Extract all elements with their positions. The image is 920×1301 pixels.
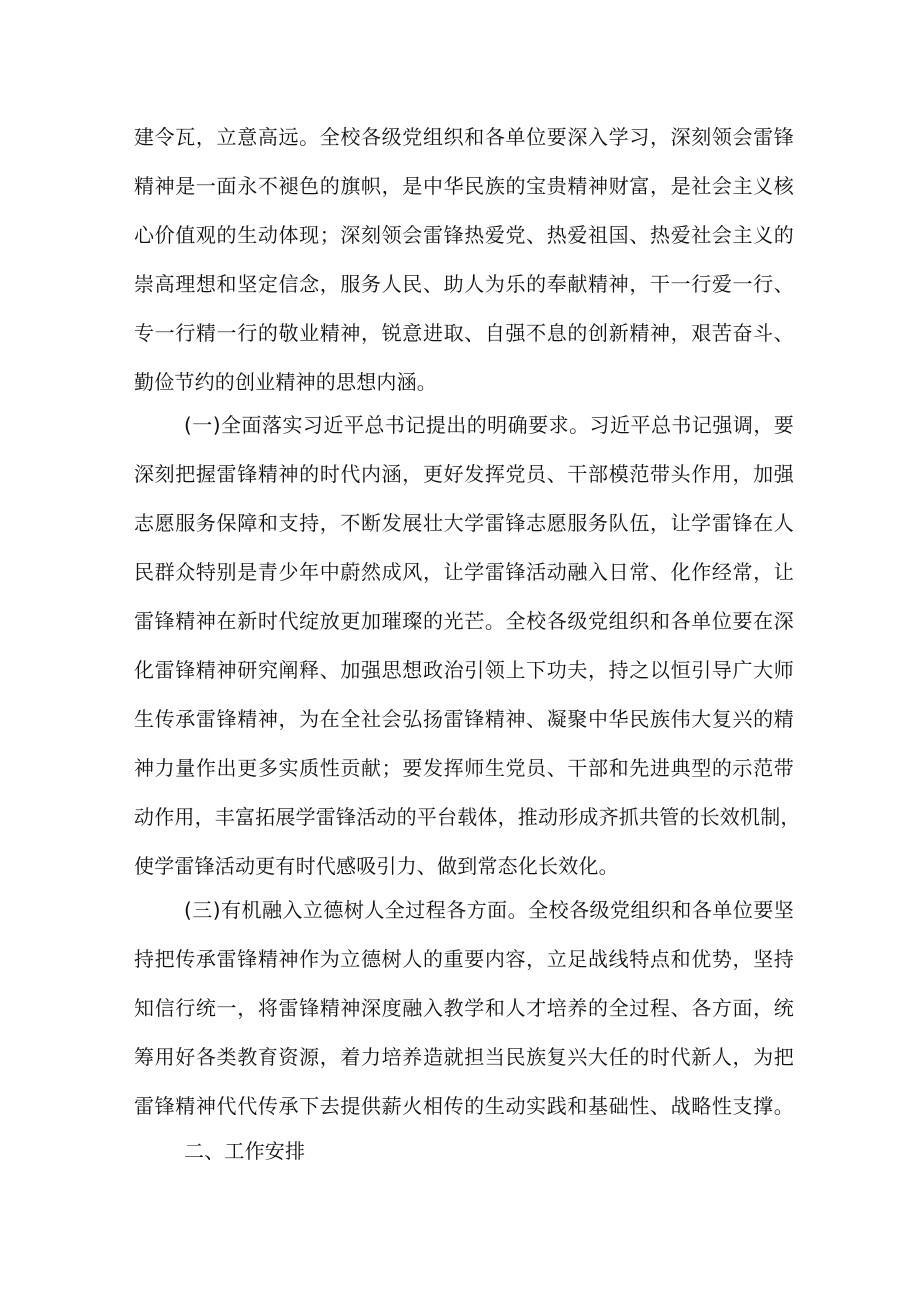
text-line: 专一行精一行的敬业精神，锐意进取、自强不息的创新精神，艰苦奋斗、 [134, 321, 794, 345]
text-line: 勤俭节约的创业精神的思想内涵。 [134, 370, 437, 394]
text-line: 知信行统一，将雷锋精神深度融入教学和人才培养的全过程、各方面，统 [134, 996, 794, 1020]
text-line: 精神是一面永不褪色的旗帜，是中华民族的宝贵精神财富，是社会主义核 [134, 174, 794, 198]
text-line: 使学雷锋活动更有时代感吸引力、做到常态化长效化。 [134, 854, 619, 878]
text-line: 心价值观的生动体现；深刻领会雷锋热爱党、热爱祖国、热爱社会主义的 [134, 223, 794, 247]
text-line: 动作用，丰富拓展学雷锋活动的平台载体，推动形成齐抓共管的长效机制， [134, 805, 801, 829]
text-line: 建令瓦，立意高远。全校各级党组织和各单位要深入学习，深刻领会雷锋 [134, 125, 794, 149]
text-line: 持把传承雷锋精神作为立德树人的重要内容，立足战线特点和优势，坚持 [134, 947, 794, 971]
text-line: 筹用好各类教育资源，着力培养造就担当民族复兴大任的时代新人，为把 [134, 1045, 794, 1069]
section-heading [134, 1127, 794, 1176]
paragraph-1 [134, 113, 794, 407]
section-heading-text: 二、工作安排 [184, 1139, 306, 1163]
paragraph-2 [134, 401, 801, 891]
text-line: 雷锋精神在新时代绽放更加璀璨的光芒。全校各级党组织和各单位要在深 [134, 609, 794, 633]
text-line: 深刻把握雷锋精神的时代内涵，更好发挥党员、干部模范带头作用，加强 [134, 462, 794, 486]
text-line: 民群众特别是青少年中蔚然成风，让学雷锋活动融入日常、化作经常，让 [134, 560, 794, 584]
text-line: 雷锋精神代代传承下去提供薪火相传的生动实践和基础性、战略性支撑。 [134, 1094, 794, 1118]
text-line: 志愿服务保障和支持，不断发展壮大学雷锋志愿服务队伍，让学雷锋在人 [134, 511, 794, 535]
text-line: 崇高理想和坚定信念，服务人民、助人为乐的奉献精神，干一行爱一行、 [134, 272, 794, 296]
text-line: 神力量作出更多实质性贡献；要发挥师生党员、干部和先进典型的示范带 [134, 756, 794, 780]
text-line: (三)有机融入立德树人全过程各方面。全校各级党组织和各单位要坚 [184, 898, 794, 922]
text-line: 化雷锋精神研究阐释、加强思想政治引领上下功夫，持之以恒引导广大师 [134, 658, 794, 682]
text-line: (一)全面落实习近平总书记提出的明确要求。习近平总书记强调，要 [184, 413, 794, 437]
paragraph-3 [134, 886, 794, 1131]
text-line: 生传承雷锋精神，为在全社会弘扬雷锋精神、凝聚中华民族伟大复兴的精 [134, 707, 794, 731]
